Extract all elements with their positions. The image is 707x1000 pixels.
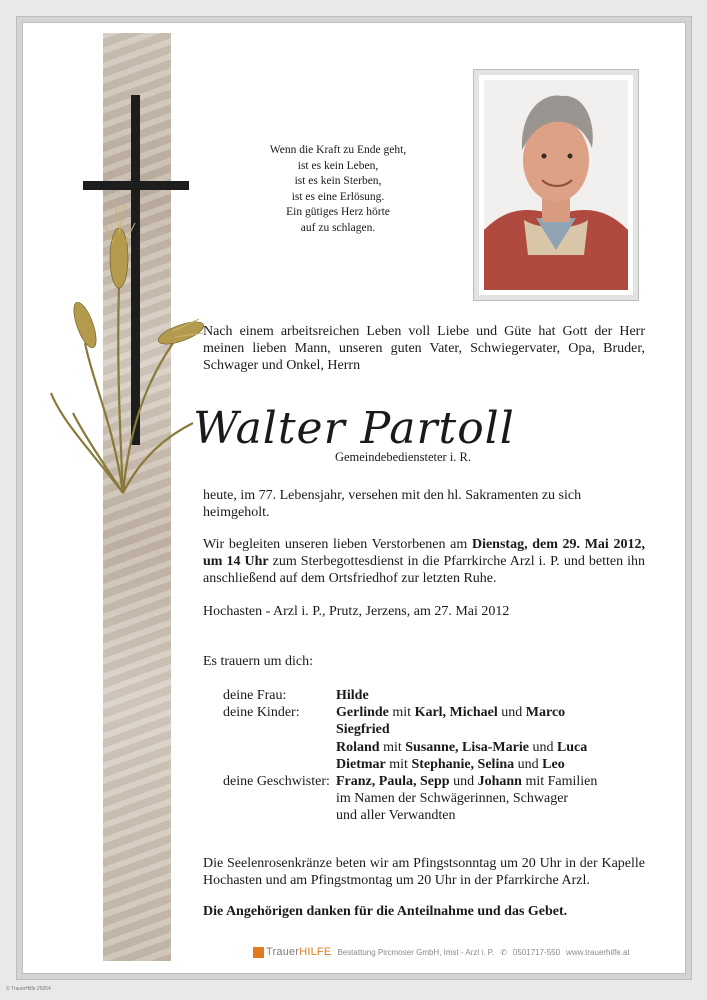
copyright-note: © TrauerHilfe 25054 — [6, 986, 51, 992]
grandchildren: Susanne, Lisa-Marie — [405, 739, 529, 755]
grandchildren: Karl, Michael — [414, 705, 498, 721]
grandchildren: Leo — [542, 756, 565, 772]
wife-label: deine Frau: — [223, 688, 287, 703]
mourner-row — [223, 756, 597, 773]
trauerhilfe-logo-icon — [253, 947, 264, 958]
quote-line: ist es kein Leben, — [297, 159, 379, 172]
funeral-paragraph — [203, 536, 645, 587]
portrait-photo — [484, 80, 628, 290]
website-link[interactable]: www.trauerhilfe.at — [566, 947, 630, 957]
connector-text: und — [528, 739, 557, 755]
phone-number: 0501717-550 — [512, 947, 561, 957]
grandchildren: Luca — [556, 739, 588, 755]
phone-icon: ✆ — [500, 947, 507, 957]
child-entry — [336, 704, 565, 721]
child-name: Dietmar — [336, 756, 386, 772]
quote-line: ist es kein Sterben, — [294, 175, 382, 187]
funeral-text: Wir begleiten unseren lieben Verstorbenen am — [203, 537, 472, 552]
children-label: deine Kinder: — [223, 705, 300, 721]
relatives-line: im Namen der Schwägerinnen, Schwager — [336, 791, 569, 807]
funeral-text: zum Sterbegottesdienst in die Pfarrkirche Arzl i. P. und betten ihn — [268, 554, 645, 569]
quote-line: Wenn die Kraft zu Ende geht, — [269, 144, 407, 156]
siblings-entry — [336, 773, 597, 790]
mourners-list — [223, 687, 597, 825]
mourner-row — [223, 721, 597, 738]
funeral-date: Dienstag, dem 29. Mai 2012, — [471, 537, 645, 552]
rosary-paragraph — [203, 855, 645, 889]
memorial-quote — [263, 143, 413, 236]
sibling-names: Johann — [477, 774, 522, 790]
intro-line: Schwager und Onkel, Herrn — [203, 358, 361, 373]
rosary-line: Hochasten und am Pfingstmontag um 20 Uhr in der Pfarrkirche Arzl. — [203, 873, 590, 888]
grandchildren: Marco — [525, 705, 566, 721]
mourner-row — [223, 807, 597, 824]
connector-text: mit Familien — [521, 774, 598, 790]
child-name: Gerlinde — [336, 705, 389, 721]
rosary-line: Die Seelenrosenkränze beten wir am Pfingstsonntag um 20 Uhr in der Kapelle — [203, 856, 645, 871]
siblings-label: deine Geschwister: — [223, 774, 330, 790]
sibling-names: Franz, Paula, Sepp — [336, 774, 450, 790]
death-sentence: heute, im 77. Lebensjahr, versehen mit den hl. Sakramenten zu sich heimgeholt. — [203, 488, 582, 520]
thanks-line — [203, 903, 645, 920]
deceased-name: Walter Partoll — [193, 403, 515, 454]
funeral-line — [203, 553, 645, 570]
quote-line: Ein gütiges Herz hörte — [286, 206, 390, 218]
funeral-line: anschließend auf dem Ortsfriedhof zur letzten Ruhe. — [203, 571, 497, 586]
quote-line: ist es eine Erlösung. — [291, 190, 385, 203]
mourner-row — [223, 687, 597, 704]
funeral-time: um 14 Uhr — [203, 554, 269, 569]
child-name: Roland — [336, 739, 380, 755]
trauerhilfe-logo — [253, 946, 331, 958]
place-date: Hochasten - Arzl i. P., Prutz, Jerzens, am 27. Mai 2012 — [203, 604, 510, 619]
thanks-text: Die Angehörigen danken für die Anteilnahme und das Gebet. — [203, 904, 568, 919]
mourner-row — [223, 773, 597, 790]
connector-text: und — [497, 705, 526, 721]
mourners-intro: Es trauern um dich: — [203, 654, 314, 669]
logo-text-accent: HILFE — [299, 946, 332, 958]
wife-name: Hilde — [336, 688, 369, 703]
intro-line: meinen lieben Mann, unseren guten Vater, Schwiegervater, Opa, Bruder, — [203, 341, 645, 356]
parte-sheet — [22, 22, 686, 974]
connector-text: und — [514, 756, 543, 772]
logo-text: Trauer — [266, 946, 300, 958]
mourner-row — [223, 790, 597, 807]
child-entry — [336, 756, 565, 773]
deceased-title: Gemeindebediensteter i. R. — [334, 450, 472, 464]
portrait-frame — [473, 69, 639, 301]
connector-text: und — [449, 774, 478, 790]
funeral-line — [203, 536, 645, 553]
connector-text: mit — [388, 705, 415, 721]
footer — [253, 946, 630, 958]
intro-paragraph — [203, 323, 645, 374]
child-entry — [336, 739, 587, 756]
connector-text: mit — [379, 739, 406, 755]
company-info: Bestattung Pircmoser GmbH, Imst - Arzl i. P. — [337, 947, 495, 957]
connector-text: mit — [385, 756, 412, 772]
child-name: Siegfried — [336, 722, 390, 738]
quote-line: auf zu schlagen. — [300, 221, 376, 234]
grandchildren: Stephanie, Selina — [411, 756, 515, 772]
intro-line: Nach einem arbeitsreichen Leben voll Liebe und Güte hat Gott der Herr — [203, 324, 645, 339]
mourner-row — [223, 739, 597, 756]
relatives-line: und aller Verwandten — [336, 808, 456, 824]
mourner-row — [223, 704, 597, 721]
